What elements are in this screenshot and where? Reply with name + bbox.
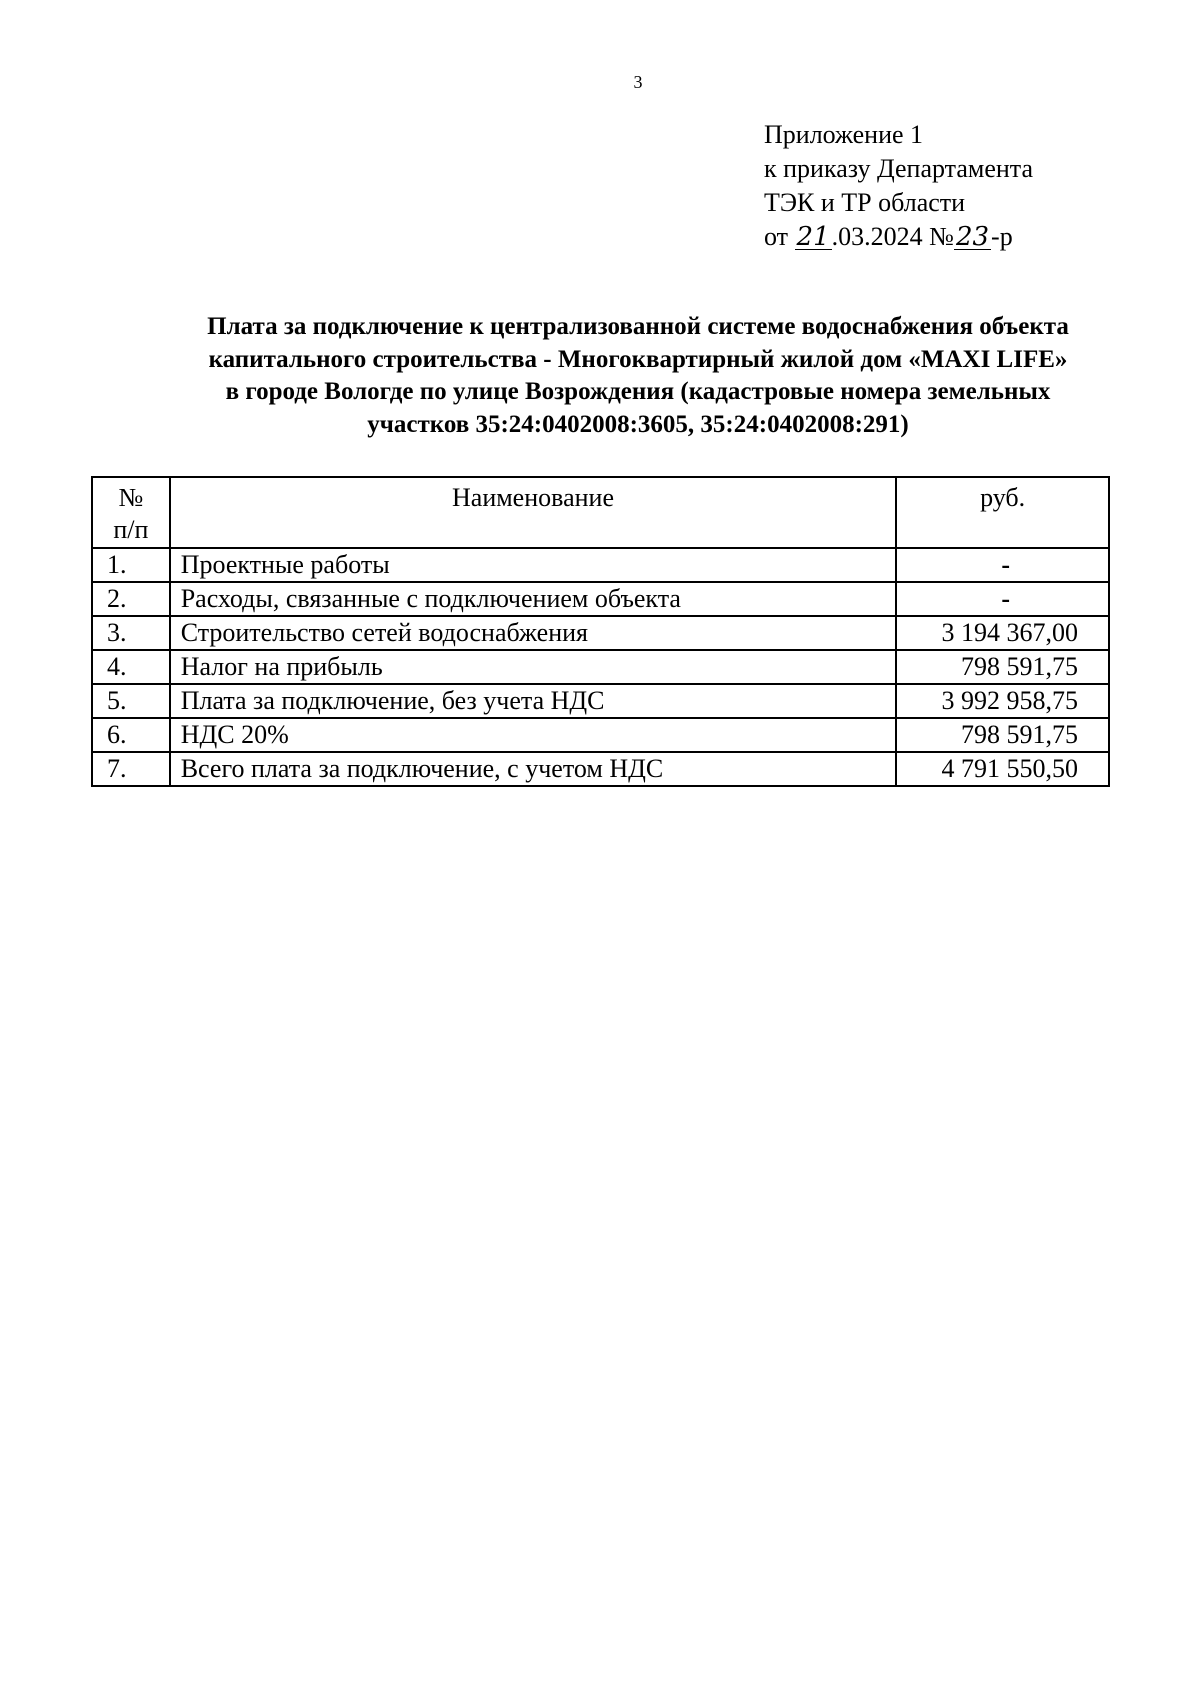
row-name: Строительство сетей водоснабжения bbox=[170, 616, 897, 650]
header-sum: руб. bbox=[896, 477, 1109, 548]
row-number: 1. bbox=[92, 548, 170, 582]
row-number: 4. bbox=[92, 650, 170, 684]
appendix-date-line bbox=[764, 220, 1033, 254]
row-sum: - bbox=[896, 582, 1109, 616]
row-sum: 798 591,75 bbox=[896, 650, 1109, 684]
row-number: 6. bbox=[92, 718, 170, 752]
title-line-1: Плата за подключение к централизованной системе водоснабжения объекта bbox=[207, 313, 1069, 340]
row-name: Всего плата за подключение, с учетом НДС bbox=[170, 752, 897, 786]
row-number: 5. bbox=[92, 684, 170, 718]
date-prefix: от bbox=[764, 222, 789, 251]
row-number: 2. bbox=[92, 582, 170, 616]
row-name: НДС 20% bbox=[170, 718, 897, 752]
row-sum: 798 591,75 bbox=[896, 718, 1109, 752]
document-title bbox=[120, 311, 1156, 441]
table-row bbox=[92, 616, 1109, 650]
row-sum: 4 791 550,50 bbox=[896, 752, 1109, 786]
row-name: Расходы, связанные с подключением объекта bbox=[170, 582, 897, 616]
table-row bbox=[92, 684, 1109, 718]
row-number: 7. bbox=[92, 752, 170, 786]
header-number bbox=[92, 477, 170, 548]
header-number-line-1: № bbox=[118, 483, 144, 512]
row-sum: 3 992 958,75 bbox=[896, 684, 1109, 718]
row-sum: - bbox=[896, 548, 1109, 582]
fee-table bbox=[91, 476, 1110, 787]
title-line-3: в городе Вологде по улице Возрождения (кадастровые номера земельных bbox=[225, 378, 1051, 405]
row-name: Налог на прибыль bbox=[170, 650, 897, 684]
appendix-line-2: к приказу Департамента bbox=[764, 154, 1034, 183]
title-line-4: участков 35:24:0402008:3605, 35:24:0402008:291) bbox=[367, 410, 909, 438]
table-row bbox=[92, 582, 1109, 616]
row-sum: 3 194 367,00 bbox=[896, 616, 1109, 650]
table-row bbox=[92, 650, 1109, 684]
row-name: Проектные работы bbox=[170, 548, 897, 582]
handwritten-day: 21 bbox=[796, 222, 830, 252]
date-rest: .03.2024 № bbox=[831, 222, 954, 251]
row-number: 3. bbox=[92, 616, 170, 650]
header-number-line-2: п/п bbox=[113, 515, 149, 544]
row-name: Плата за подключение, без учета НДС bbox=[170, 684, 897, 718]
header-name: Наименование bbox=[170, 477, 897, 548]
table-row bbox=[92, 718, 1109, 752]
appendix-block bbox=[764, 118, 1033, 254]
appendix-line-3: ТЭК и ТР области bbox=[764, 188, 966, 217]
table-row bbox=[92, 548, 1109, 582]
appendix-line-1: Приложение 1 bbox=[764, 120, 924, 149]
order-suffix: -р bbox=[991, 222, 1013, 251]
table-header-row bbox=[92, 477, 1109, 548]
table-row bbox=[92, 752, 1109, 786]
handwritten-order-number: 23 bbox=[955, 222, 990, 252]
page-number: 3 bbox=[633, 72, 643, 92]
title-line-2: капитального строительства - Многоквартирный жилой дом «MAXI LIFE» bbox=[208, 345, 1068, 373]
